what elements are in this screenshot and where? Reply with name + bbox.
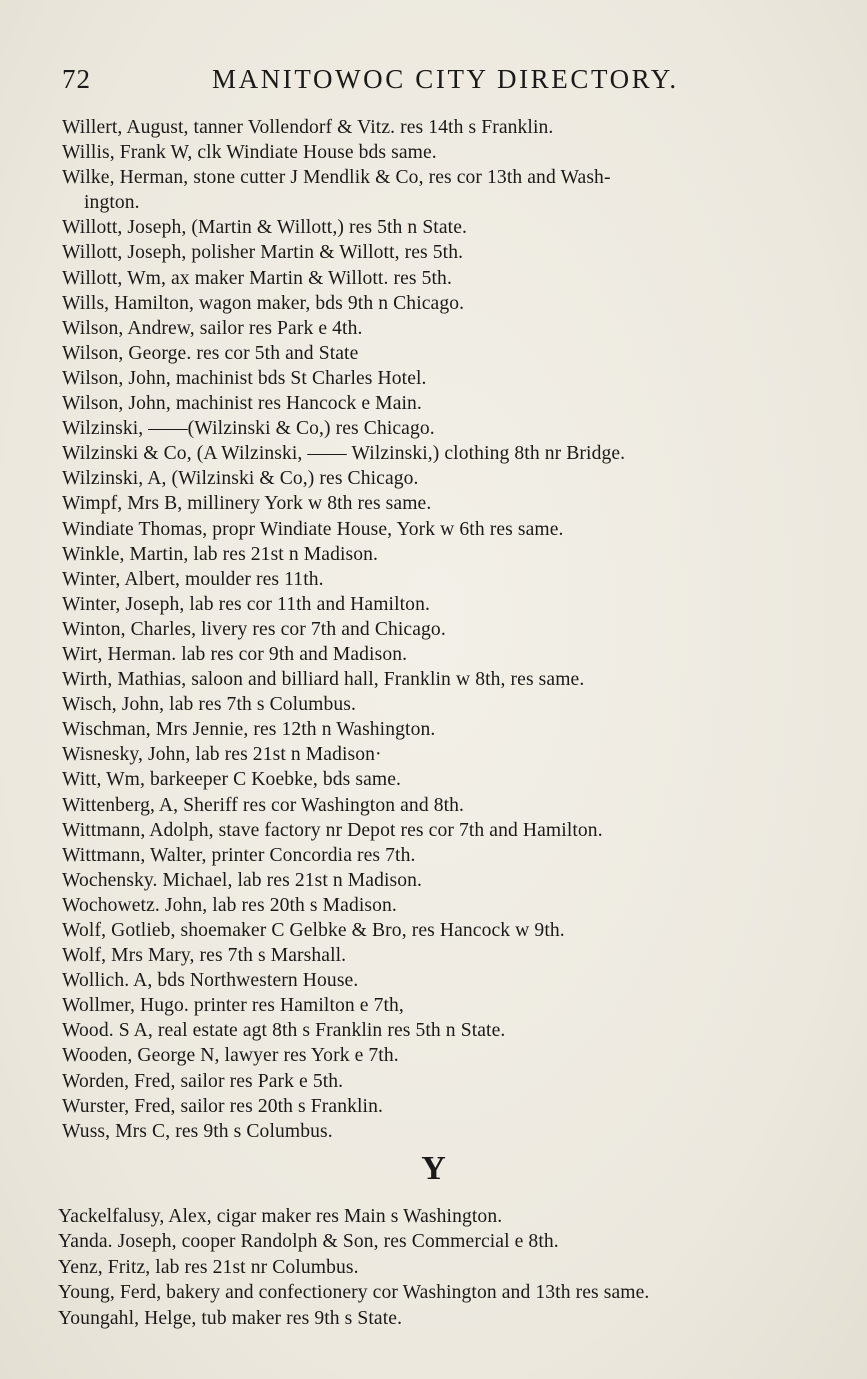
directory-entry: Wilke, Herman, stone cutter J Mendlik & Co, res cor 13th and Wash- ington. (62, 167, 611, 214)
directory-entry: Yanda. Joseph, cooper Randolph & Son, res Commercial e 8th. (58, 1231, 559, 1253)
directory-entry: Witt, Wm, barkeeper C Koebke, bds same. (62, 769, 402, 791)
directory-entry: Wilzinski, ——(Wilzinski & Co,) res Chicago. (62, 418, 435, 440)
directory-entry: Youngahl, Helge, tub maker res 9th s State. (58, 1307, 403, 1329)
directory-entry: Wimpf, Mrs B, millinery York w 8th res same. (62, 493, 432, 515)
directory-entry: Wills, Hamilton, wagon maker, bds 9th n Chicago. (62, 292, 465, 314)
directory-entries-y (58, 1204, 848, 1331)
directory-entry: Winton, Charles, livery res cor 7th and Chicago. (62, 618, 446, 640)
directory-entry: Winter, Albert, moulder res 11th. (62, 568, 324, 590)
directory-entry: Wilzinski, A, (Wilzinski & Co,) res Chicago. (62, 468, 419, 490)
directory-entry: Willis, Frank W, clk Windiate House bds same. (62, 142, 437, 164)
directory-entry: Wochowetz. John, lab res 20th s Madison. (62, 894, 397, 916)
directory-entry: Wittmann, Adolph, stave factory nr Depot res cor 7th and Hamilton. (62, 819, 603, 841)
directory-entry: Wittmann, Walter, printer Concordia res 7th. (62, 844, 416, 866)
directory-entry: Wilson, John, machinist bds St Charles Hotel. (62, 367, 427, 389)
directory-entries-w (62, 115, 822, 1144)
directory-entry: Wilson, John, machinist res Hancock e Main. (62, 393, 422, 415)
directory-entry: Willert, August, tanner Vollendorf & Vitz. res 14th s Franklin. (62, 117, 554, 138)
page-header (40, 64, 840, 98)
directory-entry: Wittenberg, A, Sheriff res cor Washington and 8th. (62, 794, 465, 816)
directory-entry: Wirt, Herman. lab res cor 9th and Madison. (62, 643, 408, 665)
directory-entry: Willott, Wm, ax maker Martin & Willott. res 5th. (62, 267, 452, 289)
directory-entry: Wilson, George. res cor 5th and State (62, 342, 359, 364)
directory-entry: Willott, Joseph, polisher Martin & Willott, res 5th. (62, 242, 464, 264)
directory-entry: Wuss, Mrs C, res 9th s Columbus. (62, 1120, 333, 1142)
directory-entry: Wirth, Mathias, saloon and billiard hall, Franklin w 8th, res same. (62, 669, 585, 691)
directory-entry: Wolf, Mrs Mary, res 7th s Marshall. (62, 945, 347, 967)
directory-entry: Wood. S A, real estate agt 8th s Franklin res 5th n State. (62, 1020, 506, 1042)
directory-entry: Young, Ferd, bakery and confectionery cor Washington and 13th res same. (58, 1282, 650, 1304)
directory-entry: Yackelfalusy, Alex, cigar maker res Main s Washington. (58, 1206, 503, 1227)
directory-entry: Wilzinski & Co, (A Wilzinski, —— Wilzinski,) clothing 8th nr Bridge. (62, 443, 626, 465)
directory-entry: Wollmer, Hugo. printer res Hamilton e 7th, (62, 995, 404, 1017)
directory-entry: Wisch, John, lab res 7th s Columbus. (62, 694, 356, 716)
running-title: MANITOWOC CITY DIRECTORY. (212, 64, 679, 94)
directory-entry: Wischman, Mrs Jennie, res 12th n Washington. (62, 719, 436, 741)
directory-entry: Wolf, Gotlieb, shoemaker C Gelbke & Bro, res Hancock w 9th. (62, 920, 565, 941)
directory-entry: Worden, Fred, sailor res Park e 5th. (62, 1070, 344, 1092)
directory-entry: Windiate Thomas, propr Windiate House, York w 6th res same. (62, 518, 564, 540)
directory-entry: Winkle, Martin, lab res 21st n Madison. (62, 543, 379, 565)
directory-entry: Winter, Joseph, lab res cor 11th and Hamilton. (62, 593, 430, 615)
section-letter-heading: Y (421, 1150, 446, 1187)
directory-entry: Wurster, Fred, sailor res 20th s Franklin. (62, 1095, 383, 1117)
directory-entry: Wilson, Andrew, sailor res Park e 4th. (62, 317, 363, 339)
directory-entry: Yenz, Fritz, lab res 21st nr Columbus. (58, 1256, 359, 1278)
directory-entry: Wooden, George N, lawyer res York e 7th. (62, 1045, 399, 1067)
directory-entry: Wollich. A, bds Northwestern House. (62, 970, 359, 992)
page-number: 72 (62, 64, 91, 94)
directory-entry: Wochensky. Michael, lab res 21st n Madison. (62, 869, 423, 891)
directory-entry: Willott, Joseph, (Martin & Willott,) res 5th n State. (62, 217, 467, 239)
directory-entry: Wisnesky, John, lab res 21st n Madison· (62, 744, 382, 766)
